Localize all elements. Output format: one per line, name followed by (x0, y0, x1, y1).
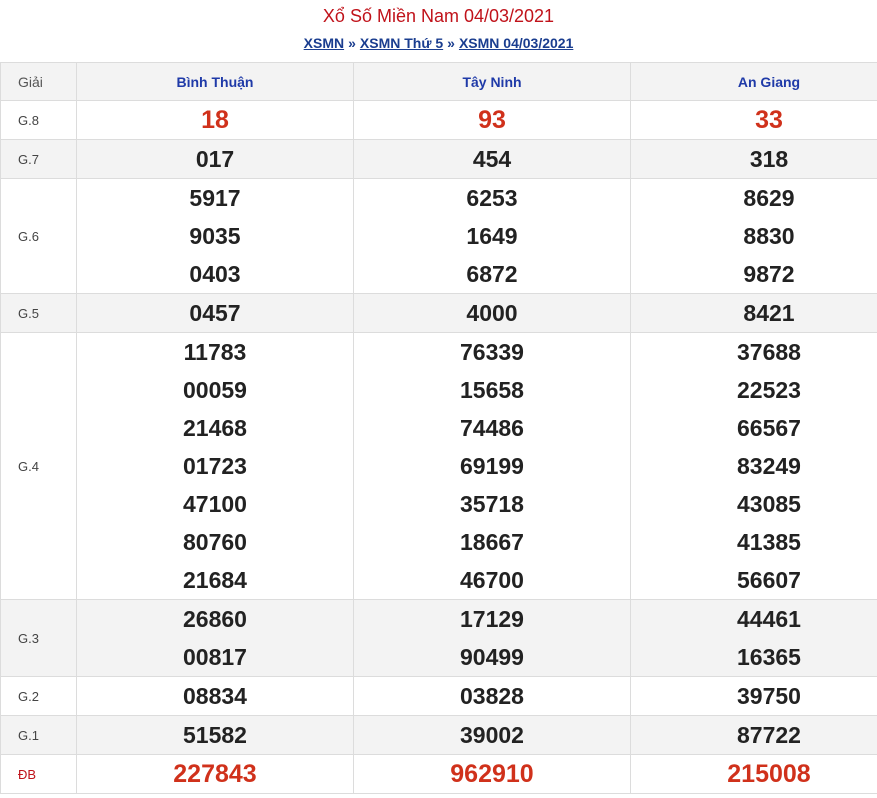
result-number: 69199 (460, 453, 524, 479)
result-number: 227843 (173, 760, 257, 788)
result-cell (354, 677, 631, 716)
result-number: 0457 (189, 300, 241, 326)
province-header-an-giang[interactable]: An Giang (631, 63, 877, 101)
result-number: 83249 (737, 453, 801, 479)
breadcrumb-separator: » (348, 35, 356, 51)
result-cell (631, 677, 877, 716)
result-number: 4000 (466, 300, 518, 326)
result-cell (77, 677, 354, 716)
prize-label: G.3 (1, 600, 77, 677)
prize-label: G.7 (1, 140, 77, 179)
result-cell (631, 101, 877, 140)
result-number: 962910 (450, 760, 534, 788)
table-row (1, 755, 877, 794)
result-cell (354, 716, 631, 755)
province-header-binh-thuan[interactable]: Bình Thuận (77, 63, 354, 101)
result-cell (77, 294, 354, 333)
result-cell (631, 600, 877, 677)
result-cell (631, 755, 877, 794)
page-title: Xổ Số Miền Nam 04/03/2021 (322, 6, 555, 26)
table-row (1, 294, 877, 333)
result-number: 41385 (737, 529, 801, 555)
result-number: 8629 (743, 185, 795, 211)
prize-label: G.6 (1, 179, 77, 294)
result-cell (77, 333, 354, 600)
result-number: 22523 (737, 377, 801, 403)
result-number: 18667 (460, 529, 524, 555)
result-number: 08834 (183, 683, 247, 709)
results-body (1, 101, 877, 794)
result-cell (354, 140, 631, 179)
result-cell (77, 101, 354, 140)
result-number: 17129 (460, 606, 524, 632)
result-cell (354, 294, 631, 333)
result-number: 39002 (460, 722, 524, 748)
result-number: 76339 (460, 339, 524, 365)
result-number: 15658 (460, 377, 524, 403)
prize-label: G.1 (1, 716, 77, 755)
result-number: 6253 (466, 185, 518, 211)
result-number: 215008 (727, 760, 811, 788)
table-row (1, 101, 877, 140)
result-number: 00059 (183, 377, 247, 403)
result-number: 8830 (743, 223, 795, 249)
result-number: 0403 (189, 261, 241, 287)
result-number: 9035 (189, 223, 241, 249)
table-row (1, 677, 877, 716)
result-number: 6872 (466, 261, 518, 287)
breadcrumb-link-xsmn-date[interactable]: XSMN 04/03/2021 (458, 35, 574, 51)
result-number: 37688 (737, 339, 801, 365)
table-header-row (1, 63, 877, 101)
table-row (1, 333, 877, 600)
result-number: 1649 (466, 223, 518, 249)
result-number: 017 (195, 146, 235, 172)
result-cell (77, 716, 354, 755)
result-cell (631, 179, 877, 294)
result-number: 21468 (183, 415, 247, 441)
prize-column-header: Giải (1, 63, 77, 101)
result-cell (631, 140, 877, 179)
prize-label: G.2 (1, 677, 77, 716)
result-number: 93 (478, 106, 506, 134)
result-cell (354, 333, 631, 600)
result-number: 18 (201, 106, 229, 134)
result-number: 26860 (183, 606, 247, 632)
breadcrumb-link-xsmn[interactable]: XSMN (303, 35, 345, 51)
result-number: 5917 (189, 185, 241, 211)
prize-label: ĐB (1, 755, 77, 794)
table-row (1, 140, 877, 179)
result-number: 80760 (183, 529, 247, 555)
result-number: 43085 (737, 491, 801, 517)
prize-label: G.8 (1, 101, 77, 140)
result-number: 35718 (460, 491, 524, 517)
result-number: 01723 (183, 453, 247, 479)
result-cell (354, 600, 631, 677)
table-row (1, 179, 877, 294)
result-number: 51582 (183, 722, 247, 748)
result-number: 33 (755, 106, 783, 134)
result-number: 47100 (183, 491, 247, 517)
result-cell (631, 716, 877, 755)
breadcrumb (0, 30, 877, 62)
result-number: 9872 (743, 261, 795, 287)
result-cell (354, 179, 631, 294)
result-number: 454 (472, 146, 512, 172)
result-number: 21684 (183, 567, 247, 593)
result-number: 16365 (737, 644, 801, 670)
prize-label: G.5 (1, 294, 77, 333)
result-number: 87722 (737, 722, 801, 748)
result-number: 46700 (460, 567, 524, 593)
result-number: 74486 (460, 415, 524, 441)
result-cell (354, 101, 631, 140)
result-cell (631, 294, 877, 333)
result-number: 39750 (737, 683, 801, 709)
results-table (0, 62, 877, 794)
table-row (1, 600, 877, 677)
result-number: 8421 (743, 300, 795, 326)
prize-label: G.4 (1, 333, 77, 600)
result-number: 90499 (460, 644, 524, 670)
result-number: 44461 (737, 606, 801, 632)
result-cell (77, 600, 354, 677)
result-cell (354, 755, 631, 794)
province-header-tay-ninh[interactable]: Tây Ninh (354, 63, 631, 101)
breadcrumb-separator: » (447, 35, 455, 51)
result-cell (77, 140, 354, 179)
result-number: 11783 (183, 339, 247, 365)
table-row (1, 716, 877, 755)
result-cell (77, 179, 354, 294)
result-number: 00817 (183, 644, 247, 670)
result-number: 03828 (460, 683, 524, 709)
result-number: 66567 (737, 415, 801, 441)
result-cell (77, 755, 354, 794)
breadcrumb-link-xsmn-thu5[interactable]: XSMN Thứ 5 (359, 35, 444, 51)
result-number: 318 (749, 146, 789, 172)
result-number: 56607 (737, 567, 801, 593)
result-cell (631, 333, 877, 600)
